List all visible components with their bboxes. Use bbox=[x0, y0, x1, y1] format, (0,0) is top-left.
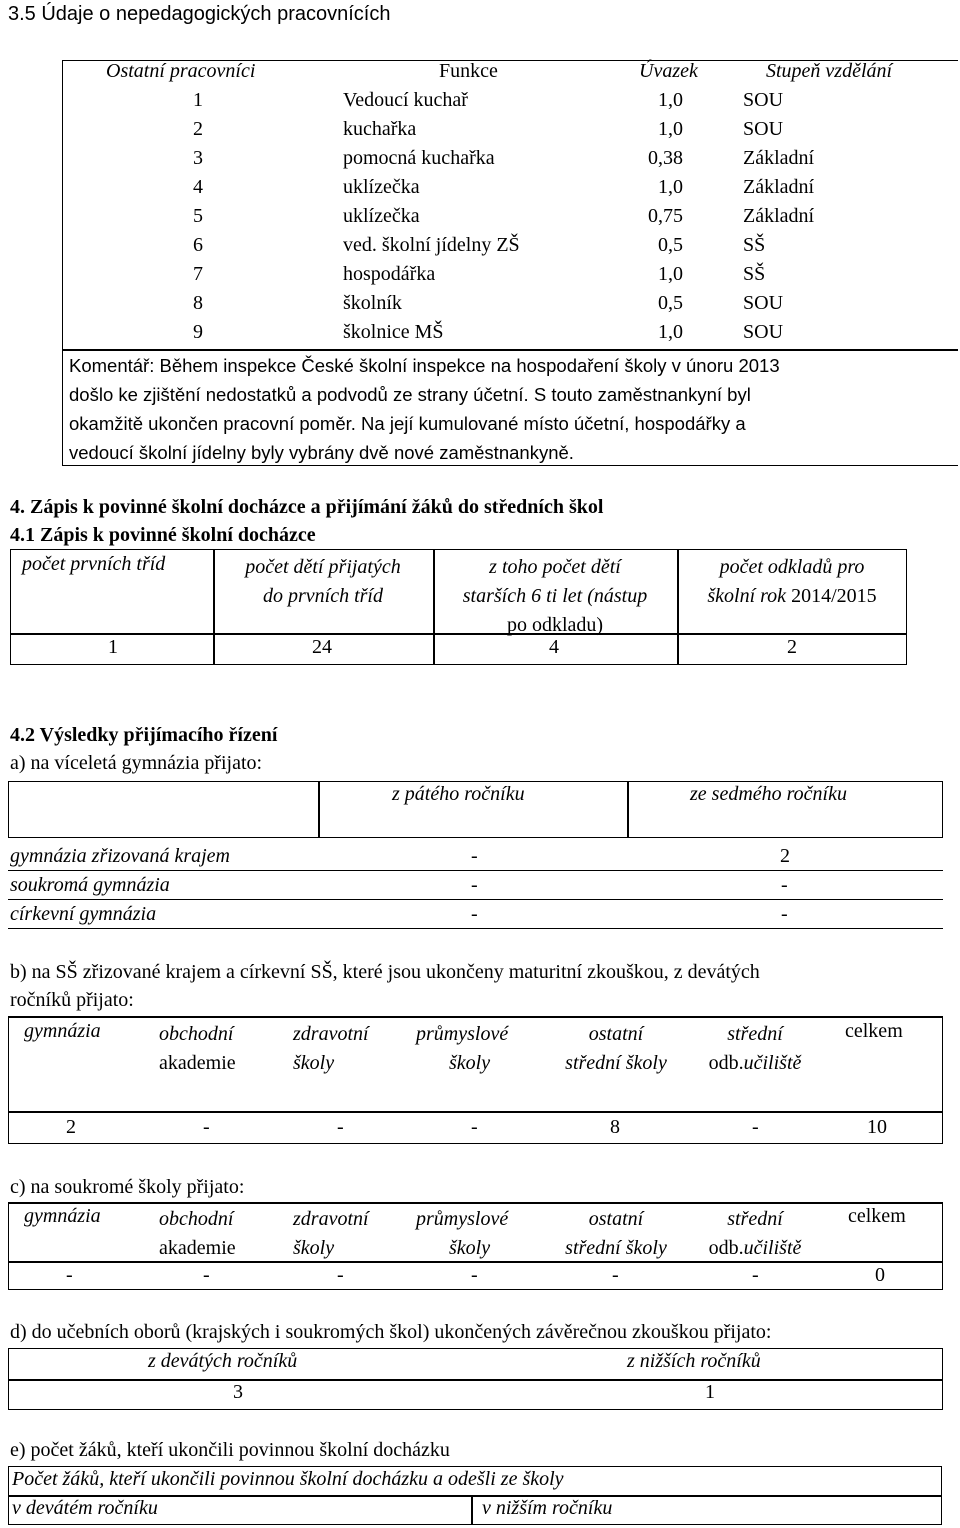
value-starsich: 4 bbox=[549, 636, 559, 658]
header-prumyslove-skoly bbox=[416, 1020, 508, 1078]
header-uvazek: Úvazek bbox=[639, 60, 698, 82]
header-line bbox=[695, 1049, 815, 1078]
label-b-line2: ročníků přijato: bbox=[10, 989, 134, 1011]
staff-education: SŠ bbox=[743, 263, 766, 285]
value-prumyslove: - bbox=[471, 1116, 478, 1138]
divider bbox=[318, 781, 320, 838]
header-line: ostatní bbox=[588, 1023, 644, 1045]
staff-uvazek: 1,0 bbox=[658, 321, 683, 343]
header-line: po odkladu) bbox=[506, 614, 604, 636]
header-line: školy bbox=[293, 1237, 335, 1259]
staff-education: Základní bbox=[743, 176, 815, 198]
header-line: průmyslové bbox=[416, 1023, 509, 1045]
header-pocet-odkladu bbox=[677, 553, 907, 611]
staff-education: SŠ bbox=[743, 234, 766, 256]
header-z-pateho: z pátého ročníku bbox=[392, 783, 525, 805]
row-underline bbox=[8, 928, 943, 929]
header-obchodni-akademie bbox=[159, 1205, 236, 1263]
value-obchodni: - bbox=[203, 1264, 210, 1286]
staff-education: Základní bbox=[743, 147, 815, 169]
value-odkladu: 2 bbox=[787, 636, 797, 658]
value-celkem: 10 bbox=[867, 1116, 887, 1138]
header-pocet-prvnich-trid: počet prvních tříd bbox=[22, 553, 166, 575]
value-prumyslove: - bbox=[471, 1264, 478, 1286]
label-d: d) do učebních oborů (krajských i soukromých škol) ukončených závěrečnou zkouškou přijato: bbox=[10, 1321, 772, 1343]
staff-uvazek: 0,75 bbox=[648, 205, 683, 227]
row-sedmeho: 2 bbox=[780, 845, 790, 867]
divider bbox=[8, 1016, 943, 1018]
cell-v-devatem: v devátém ročníku bbox=[12, 1497, 158, 1519]
row-label: církevní gymnázia bbox=[10, 903, 157, 925]
comment-line: vedoucí školní jídelny byly vybrány dvě nové zaměstnankyně. bbox=[69, 442, 574, 463]
header-line: počet dětí přijatých bbox=[245, 556, 401, 578]
header-line: zdravotní bbox=[293, 1208, 369, 1230]
divider bbox=[8, 1111, 943, 1113]
header-line: z toho počet dětí bbox=[489, 556, 621, 578]
row-label: soukromá gymnázia bbox=[10, 874, 170, 896]
header-gymnazia: gymnázia bbox=[24, 1020, 101, 1042]
comment-box bbox=[62, 350, 958, 466]
staff-uvazek: 1,0 bbox=[658, 89, 683, 111]
row-underline bbox=[8, 870, 943, 871]
header-line: střední školy bbox=[565, 1052, 667, 1074]
header-celkem: celkem bbox=[848, 1205, 906, 1227]
header-text: učiliště bbox=[743, 1052, 802, 1074]
header-line: střední školy bbox=[565, 1237, 667, 1259]
header-line: střední bbox=[727, 1208, 783, 1230]
header-line: obchodní bbox=[159, 1208, 234, 1230]
header-ostatni-stredni-skoly bbox=[550, 1020, 682, 1078]
header-year: 2014/2015 bbox=[791, 585, 877, 607]
header-line: školy bbox=[449, 1052, 491, 1074]
header-z-devatych: z devátých ročníků bbox=[148, 1350, 298, 1372]
section-heading-4-1: 4.1 Zápis k povinné školní docházce bbox=[10, 524, 316, 546]
comment-line: Komentář: Během inspekce České školní inspekce na hospodaření školy v únoru 2013 bbox=[69, 355, 780, 376]
value-zdravotni: - bbox=[337, 1116, 344, 1138]
value-celkem: 0 bbox=[875, 1264, 885, 1286]
header-z-toho-pocet-deti bbox=[433, 553, 677, 640]
header-line: střední bbox=[727, 1023, 783, 1045]
header-line bbox=[677, 582, 907, 611]
staff-education: SOU bbox=[743, 118, 784, 140]
header-line: školy bbox=[449, 1237, 491, 1259]
section-heading-3-5: 3.5 Údaje o nepedagogických pracovnících bbox=[8, 3, 391, 25]
comment-line: došlo ke zjištění nedostatků a podvodů ze strany účetní. S touto zaměstnankyní byl bbox=[69, 384, 751, 405]
staff-number: 2 bbox=[193, 118, 203, 140]
header-stupen-vzdelani: Stupeň vzdělání bbox=[766, 60, 893, 82]
header-gymnazia: gymnázia bbox=[24, 1205, 101, 1227]
staff-uvazek: 0,5 bbox=[658, 234, 683, 256]
staff-uvazek: 0,5 bbox=[658, 292, 683, 314]
value-ostatni: 8 bbox=[610, 1116, 620, 1138]
header-ostatni-pracovnici: Ostatní pracovníci bbox=[106, 60, 256, 82]
staff-function: školnice MŠ bbox=[343, 321, 444, 343]
label-e: e) počet žáků, kteří ukončili povinnou školní docházku bbox=[10, 1439, 450, 1461]
staff-function: Vedoucí kuchař bbox=[343, 89, 468, 111]
divider bbox=[627, 781, 629, 838]
row-sedmeho: - bbox=[781, 874, 788, 896]
row-sedmeho: - bbox=[781, 903, 788, 925]
value-stredni-odb: - bbox=[752, 1116, 759, 1138]
divider bbox=[8, 1202, 943, 1204]
staff-number: 4 bbox=[193, 176, 203, 198]
staff-function: ved. školní jídelny ZŠ bbox=[343, 234, 520, 256]
row-label: gymnázia zřizovaná krajem bbox=[10, 845, 230, 867]
comment-line: okamžitě ukončen pracovní poměr. Na její kumulované místo účetní, hospodářky a bbox=[69, 413, 746, 434]
staff-function: školník bbox=[343, 292, 402, 314]
header-line: průmyslové bbox=[416, 1208, 509, 1230]
staff-education: SOU bbox=[743, 321, 784, 343]
value-pocet-trid: 1 bbox=[108, 636, 118, 658]
value-ostatni: - bbox=[612, 1264, 619, 1286]
header-pocet-zaku-odesli: Počet žáků, kteří ukončili povinnou školní docházku a odešli ze školy bbox=[12, 1468, 564, 1490]
header-prumyslove-skoly bbox=[416, 1205, 508, 1263]
cell-v-nizsim: v nižším ročníku bbox=[482, 1497, 613, 1519]
value-z-devatych: 3 bbox=[233, 1381, 243, 1403]
divider bbox=[471, 1495, 473, 1525]
header-text: učiliště bbox=[743, 1237, 802, 1259]
value-zdravotni: - bbox=[337, 1264, 344, 1286]
header-obchodni-akademie bbox=[159, 1020, 236, 1078]
value-pocet-deti: 24 bbox=[312, 636, 332, 658]
label-b-line1: b) na SŠ zřizované krajem a církevní SŠ, které jsou ukončeny maturitní zkouškou, z devátých bbox=[10, 961, 760, 983]
value-stredni-odb: - bbox=[752, 1264, 759, 1286]
value-gymnazia: - bbox=[66, 1264, 73, 1286]
header-text: odb. bbox=[708, 1237, 744, 1259]
header-celkem: celkem bbox=[845, 1020, 903, 1042]
staff-function: kuchařka bbox=[343, 118, 417, 140]
staff-uvazek: 1,0 bbox=[658, 118, 683, 140]
header-funkce: Funkce bbox=[439, 60, 498, 82]
staff-education: Základní bbox=[743, 205, 815, 227]
header-line: obchodní bbox=[159, 1023, 234, 1045]
header-line: do prvních tříd bbox=[263, 585, 383, 607]
staff-function: uklízečka bbox=[343, 205, 420, 227]
staff-education: SOU bbox=[743, 89, 784, 111]
staff-number: 5 bbox=[193, 205, 203, 227]
header-zdravotni-skoly bbox=[293, 1205, 369, 1263]
staff-number: 1 bbox=[193, 89, 203, 111]
header-line: školy bbox=[293, 1052, 335, 1074]
staff-function: hospodářka bbox=[343, 263, 436, 285]
section-heading-4: 4. Zápis k povinné školní docházce a přijímání žáků do středních škol bbox=[10, 496, 604, 518]
divider bbox=[8, 1379, 943, 1381]
staff-education: SOU bbox=[743, 292, 784, 314]
staff-function: uklízečka bbox=[343, 176, 420, 198]
header-line: zdravotní bbox=[293, 1023, 369, 1045]
header-z-nizsich: z nižších ročníků bbox=[627, 1350, 761, 1372]
row-underline bbox=[8, 899, 943, 900]
header-line: starších 6 ti let (nástup bbox=[462, 585, 648, 607]
value-obchodni: - bbox=[203, 1116, 210, 1138]
staff-number: 7 bbox=[193, 263, 203, 285]
header-zdravotni-skoly bbox=[293, 1020, 369, 1078]
staff-number: 6 bbox=[193, 234, 203, 256]
header-text: odb. bbox=[708, 1052, 744, 1074]
section-heading-4-2: 4.2 Výsledky přijímacího řízení bbox=[10, 724, 278, 746]
header-line: akademie bbox=[159, 1237, 236, 1259]
staff-function: pomocná kuchařka bbox=[343, 147, 495, 169]
row-pateho: - bbox=[471, 903, 478, 925]
row-pateho: - bbox=[471, 845, 478, 867]
header-text: školní rok bbox=[707, 585, 787, 607]
staff-number: 8 bbox=[193, 292, 203, 314]
label-a: a) na víceletá gymnázia přijato: bbox=[10, 752, 263, 774]
header-ze-sedmeho: ze sedmého ročníku bbox=[690, 783, 847, 805]
staff-number: 3 bbox=[193, 147, 203, 169]
header-line: ostatní bbox=[588, 1208, 644, 1230]
header-pocet-deti-prijatych bbox=[213, 553, 433, 611]
staff-uvazek: 1,0 bbox=[658, 176, 683, 198]
staff-number: 9 bbox=[193, 321, 203, 343]
value-gymnazia: 2 bbox=[66, 1116, 76, 1138]
header-ostatni-stredni-skoly bbox=[550, 1205, 682, 1263]
header-line: počet odkladů pro bbox=[719, 556, 865, 578]
staff-uvazek: 1,0 bbox=[658, 263, 683, 285]
value-z-nizsich: 1 bbox=[705, 1381, 715, 1403]
row-pateho: - bbox=[471, 874, 478, 896]
staff-uvazek: 0,38 bbox=[648, 147, 683, 169]
header-stredni-odb-uciliste bbox=[695, 1205, 815, 1263]
header-line bbox=[695, 1234, 815, 1263]
header-line: akademie bbox=[159, 1052, 236, 1074]
label-c: c) na soukromé školy přijato: bbox=[10, 1176, 245, 1198]
header-stredni-odb-uciliste bbox=[695, 1020, 815, 1078]
